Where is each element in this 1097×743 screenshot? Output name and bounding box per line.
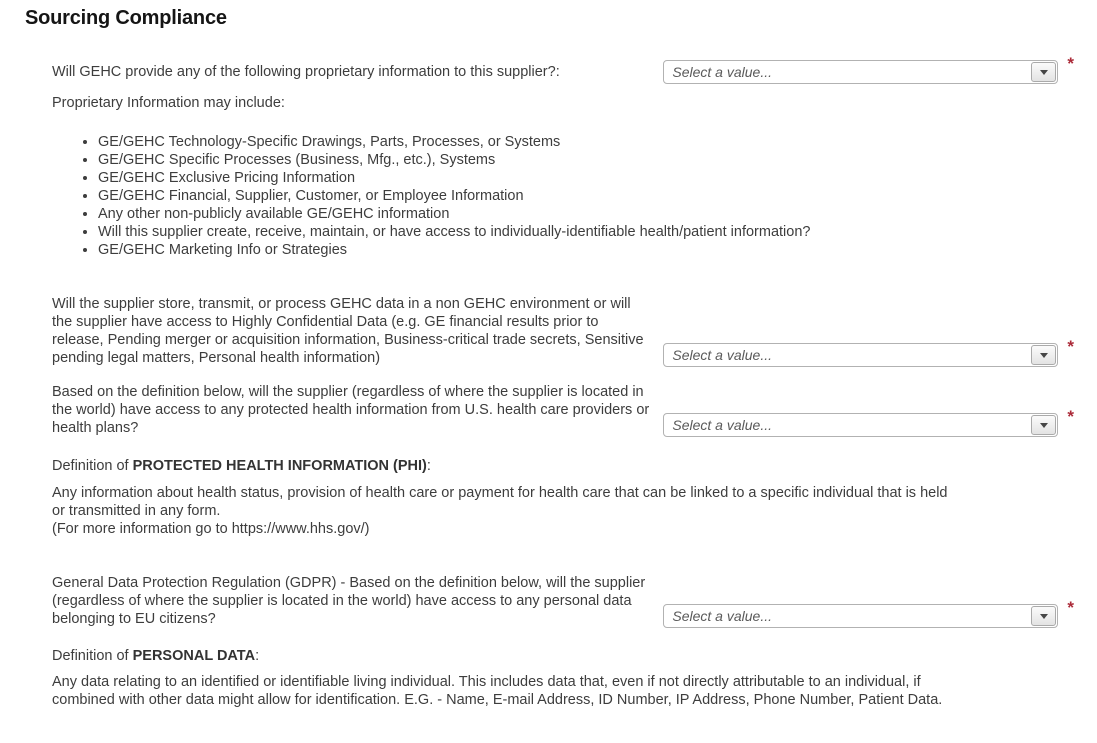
question-label-gehc-data-storage: Will the supplier store, transmit, or process GEHC data in a non GEHC environment or will the supplier have access to Highly Confidential Data (e.g. GE financial results prior to release, Pending merger or acquisition information, Business-critical trade secrets, Sensitive pending legal matters, Personal health information) (52, 296, 644, 366)
required-asterisk: * (1067, 407, 1074, 426)
select-value-placeholder: Select a value... (672, 417, 772, 433)
phi-definition-text: Any information about health status, provision of health care or payment for health care that can be linked to a specific individual that is held or transmitted in any form. (52, 485, 948, 519)
gehc-data-storage-select[interactable] (663, 343, 1058, 367)
field-group-proprietary-info (663, 54, 1074, 84)
dropdown-toggle-button[interactable] (1031, 606, 1056, 626)
proprietary-info-select[interactable] (663, 60, 1058, 84)
list-item: • GE/GEHC Financial, Supplier, Customer, or Employee Information (98, 187, 1074, 205)
question-row-proprietary-info (52, 54, 1074, 84)
select-value-placeholder: Select a value... (672, 608, 772, 624)
definition-suffix: : (426, 458, 431, 474)
required-asterisk: * (1067, 598, 1074, 617)
phi-definition-term: PROTECTED HEALTH INFORMATION (PHI) (132, 458, 427, 474)
phi-definition-heading (52, 457, 1074, 475)
page-title: Sourcing Compliance (25, 7, 227, 29)
personal-data-definition-heading (52, 647, 1074, 665)
question-row-gdpr-personal-data (52, 574, 1074, 628)
list-item: • Will this supplier create, receive, maintain, or have access to individually-identifiable health/patient information? (98, 223, 1074, 241)
phi-access-select[interactable] (663, 413, 1058, 437)
definition-prefix: Definition of (52, 648, 133, 664)
required-asterisk: * (1067, 337, 1074, 356)
caret-down-icon (1040, 614, 1048, 619)
caret-down-icon (1040, 423, 1048, 428)
proprietary-info-intro: Proprietary Information may include: (52, 95, 285, 111)
question-label-gdpr-personal-data: General Data Protection Regulation (GDPR) - Based on the definition below, will the supplier (regardless of where the supplier is located in the world) have access to any personal data belonging to EU citizens? (52, 575, 646, 627)
phi-more-info-text: (For more information go to https://www.hhs.gov/) (52, 521, 370, 537)
personal-data-definition-term: PERSONAL DATA (132, 648, 256, 664)
question-label-proprietary-info: Will GEHC provide any of the following proprietary information to this supplier?: (52, 64, 560, 80)
question-row-gehc-data-storage (52, 295, 1074, 367)
proprietary-info-list (52, 133, 1074, 259)
dropdown-toggle-button[interactable] (1031, 415, 1056, 435)
definition-suffix: : (255, 648, 260, 664)
list-item: • GE/GEHC Technology-Specific Drawings, Parts, Processes, or Systems (98, 133, 1074, 151)
required-asterisk: * (1067, 54, 1074, 73)
list-item: • GE/GEHC Exclusive Pricing Information (98, 169, 1074, 187)
question-row-phi-access (52, 383, 1074, 437)
select-value-placeholder: Select a value... (672, 347, 772, 363)
question-label-phi-access: Based on the definition below, will the supplier (regardless of where the supplier is located in the world) have access to any protected health information from U.S. health care providers or health plans? (52, 384, 650, 436)
caret-down-icon (1040, 70, 1048, 75)
list-item: • GE/GEHC Specific Processes (Business, Mfg., etc.), Systems (98, 151, 1074, 169)
definition-prefix: Definition of (52, 458, 133, 474)
list-item: • GE/GEHC Marketing Info or Strategies (98, 241, 1074, 259)
gdpr-personal-data-select[interactable] (663, 604, 1058, 628)
field-group-phi-access (663, 407, 1074, 437)
personal-data-definition-text: Any data relating to an identified or identifiable living individual. This includes data that, even if not directly attributable to an individual, if combined with other data might allow for identification. E.G. - Name, E-mail Address, ID Number, IP Address, Phone Number, Patient Data. (52, 674, 943, 708)
caret-down-icon (1040, 353, 1048, 358)
dropdown-toggle-button[interactable] (1031, 345, 1056, 365)
field-group-gehc-data-storage (663, 337, 1074, 367)
form-content (52, 54, 1074, 709)
list-item: • Any other non-publicly available GE/GEHC information (98, 205, 1074, 223)
personal-data-definition-body (52, 673, 959, 709)
dropdown-toggle-button[interactable] (1031, 62, 1056, 82)
phi-definition-body (52, 484, 959, 538)
select-value-placeholder: Select a value... (672, 64, 772, 80)
field-group-gdpr-personal-data (663, 598, 1074, 628)
